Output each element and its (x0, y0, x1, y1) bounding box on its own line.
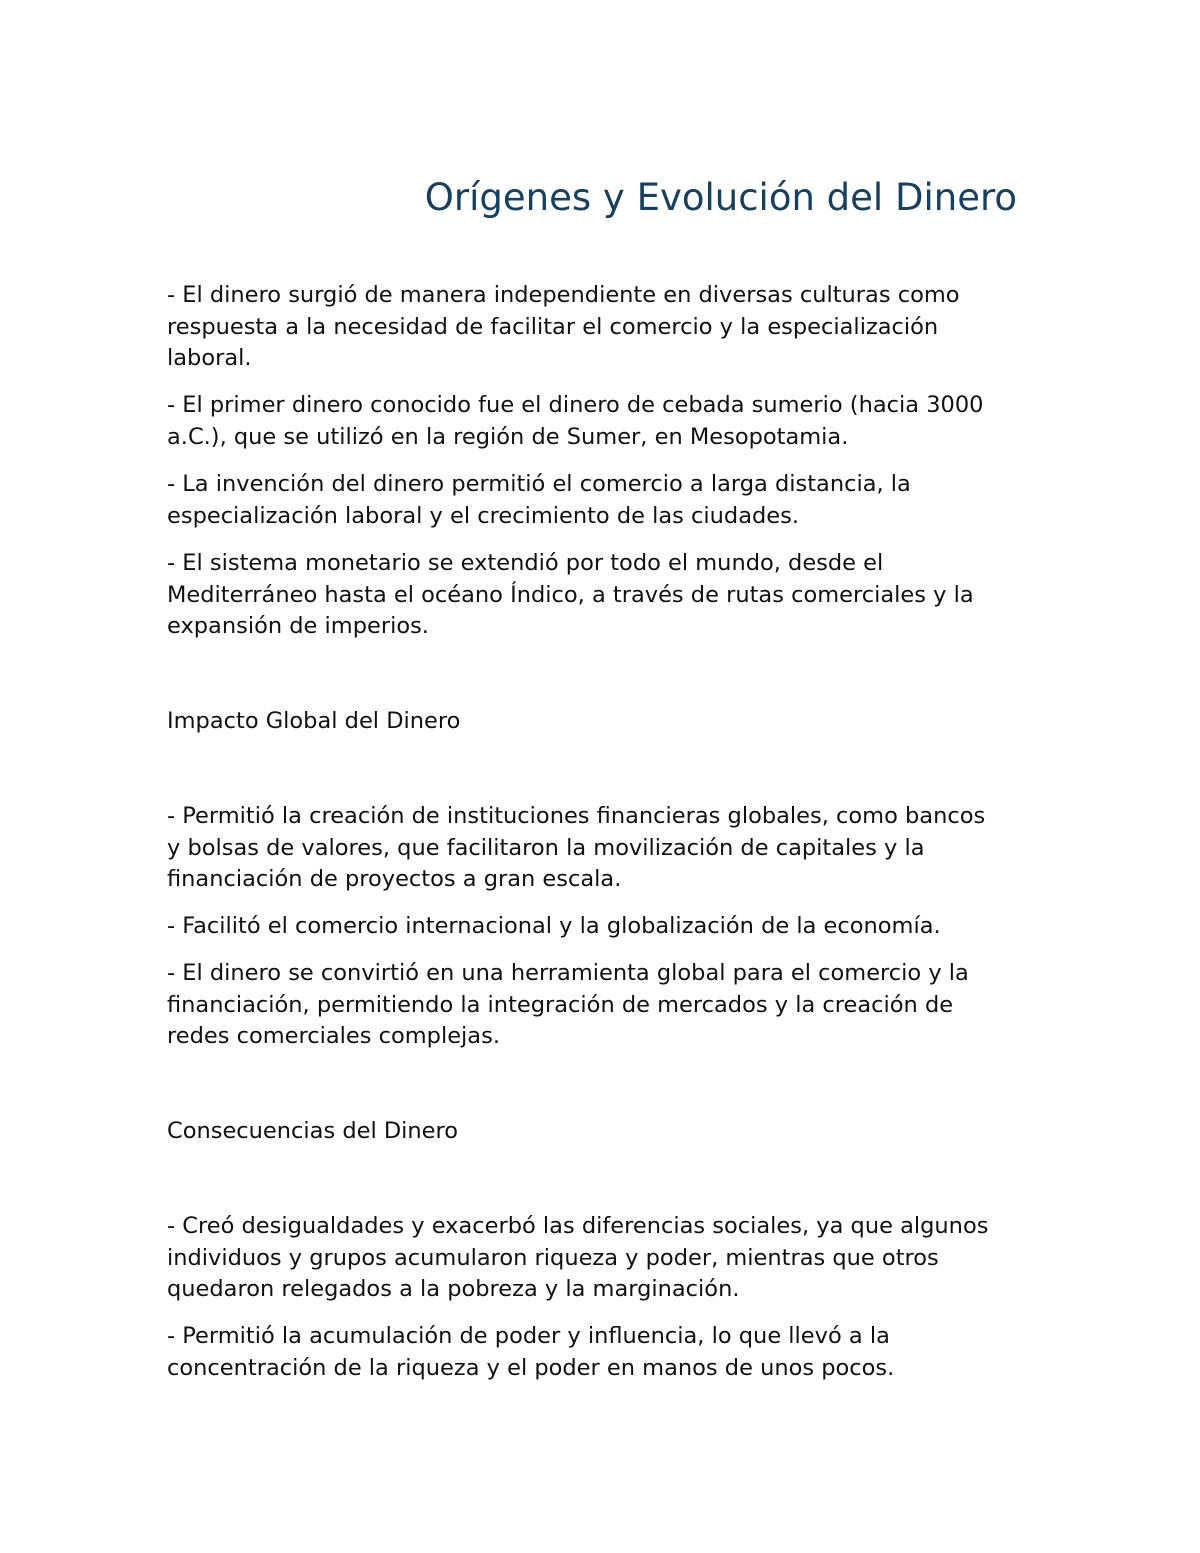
section-heading: Consecuencias del Dinero (167, 1118, 459, 1144)
paragraph-line: - Facilitó el comercio internacional y la globalización de la economía. (167, 913, 941, 939)
paragraph (167, 548, 1047, 643)
paragraph-line: - Permitió la creación de instituciones financieras globales, como bancos (167, 803, 986, 829)
paragraph (167, 280, 1047, 375)
paragraph-line: - El primer dinero conocido fue el dinero de cebada sumerio (hacia 3000 (167, 392, 984, 418)
section-heading: Impacto Global del Dinero (167, 708, 461, 734)
paragraph-line: - El dinero surgió de manera independiente en diversas culturas como (167, 282, 960, 308)
paragraph (167, 958, 1047, 1053)
paragraph-line: concentración de la riqueza y el poder en manos de unos pocos. (167, 1354, 895, 1381)
paragraph (167, 911, 1047, 943)
paragraph-line: laboral. (167, 345, 252, 371)
paragraph-line: - Permitió la acumulación de poder y influencia, lo que llevó a la (167, 1323, 890, 1349)
paragraph-line: - Creó desigualdades y exacerbó las diferencias sociales, ya que algunos (167, 1213, 989, 1239)
paragraph-line: Mediterráneo hasta el océano Índico, a través de rutas comerciales y la (167, 581, 974, 608)
paragraph-line: especialización laboral y el crecimiento de las ciudades. (167, 502, 799, 529)
paragraph-line: - El dinero se convirtió en una herramienta global para el comercio y la (167, 960, 969, 986)
page-title: Orígenes y Evolución del Dinero (424, 176, 1017, 219)
paragraph (167, 801, 1047, 896)
paragraph-line: a.C.), que se utilizó en la región de Sumer, en Mesopotamia. (167, 423, 849, 450)
paragraph-line: financiación, permitiendo la integración de mercados y la creación de (167, 991, 954, 1018)
paragraph (167, 1211, 1047, 1306)
paragraph-line: financiación de proyectos a gran escala. (167, 866, 622, 892)
paragraph-line: respuesta a la necesidad de facilitar el comercio y la especialización (167, 313, 939, 340)
paragraph-line: quedaron relegados a la pobreza y la marginación. (167, 1276, 740, 1302)
paragraph-line: expansión de imperios. (167, 613, 429, 639)
paragraph-line: redes comerciales complejas. (167, 1023, 500, 1049)
paragraph-line: - El sistema monetario se extendió por todo el mundo, desde el (167, 550, 884, 576)
paragraph-line: y bolsas de valores, que facilitaron la movilización de capitales y la (167, 834, 925, 861)
paragraph (167, 390, 1047, 453)
paragraph (167, 469, 1047, 532)
paragraph-line: - La invención del dinero permitió el comercio a larga distancia, la (167, 471, 911, 497)
paragraph (167, 1321, 1047, 1384)
paragraph-line: individuos y grupos acumularon riqueza y poder, mientras que otros (167, 1244, 939, 1271)
